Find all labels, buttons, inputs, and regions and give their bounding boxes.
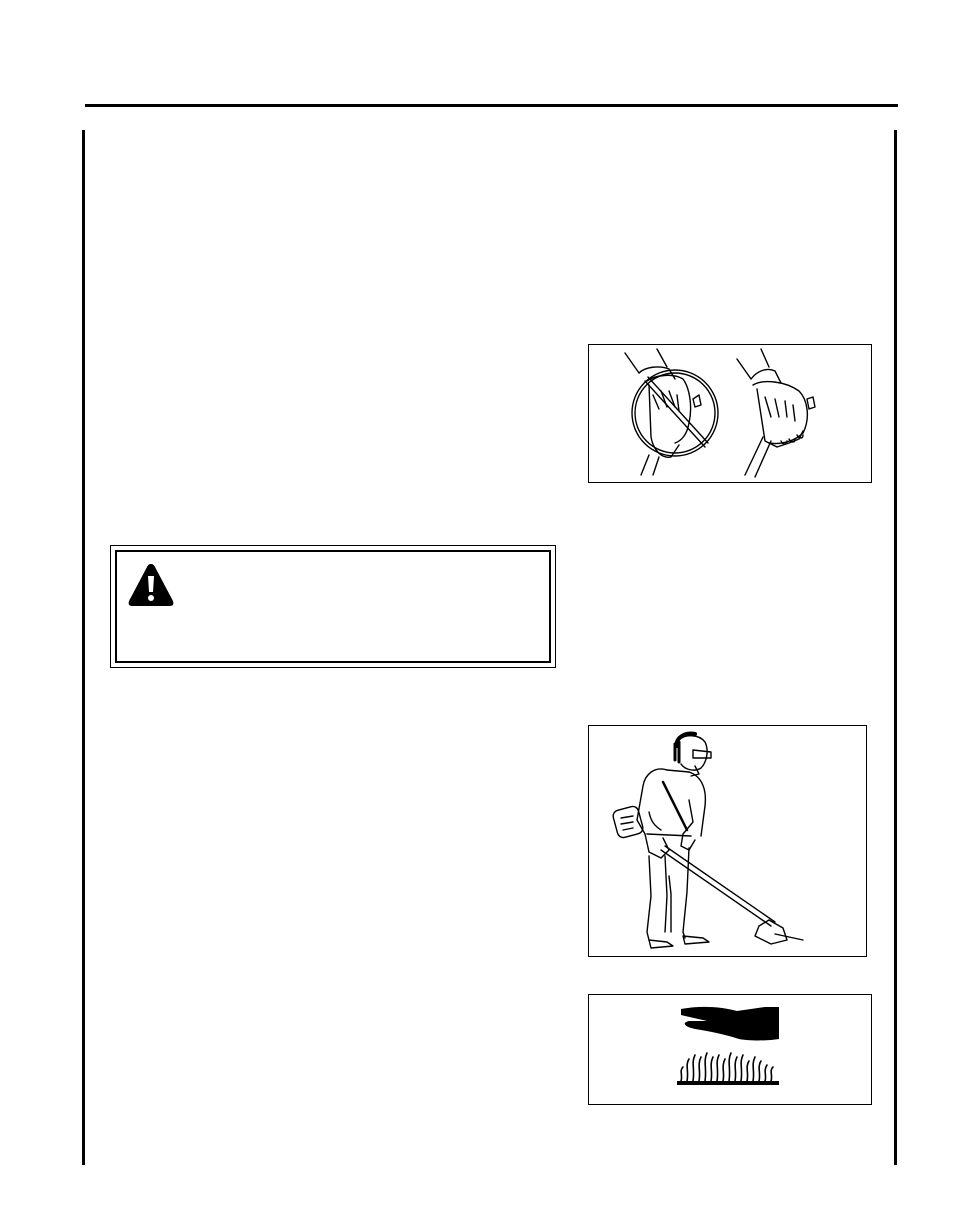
hot-surface-hand-icon	[589, 995, 873, 1106]
grip-illustration	[588, 344, 872, 483]
operator-with-trimmer-icon	[589, 726, 868, 958]
incorrect-thumb-grip-prohibited-icon	[589, 345, 873, 484]
hot-surface-illustration	[588, 994, 872, 1105]
header-rule	[85, 104, 898, 107]
right-margin-rule	[894, 130, 897, 1165]
warning-box-inner-border	[115, 550, 551, 663]
operator-illustration	[588, 725, 867, 957]
warning-triangle-icon	[127, 562, 175, 608]
warning-box	[110, 545, 556, 668]
left-margin-rule	[82, 130, 85, 1165]
